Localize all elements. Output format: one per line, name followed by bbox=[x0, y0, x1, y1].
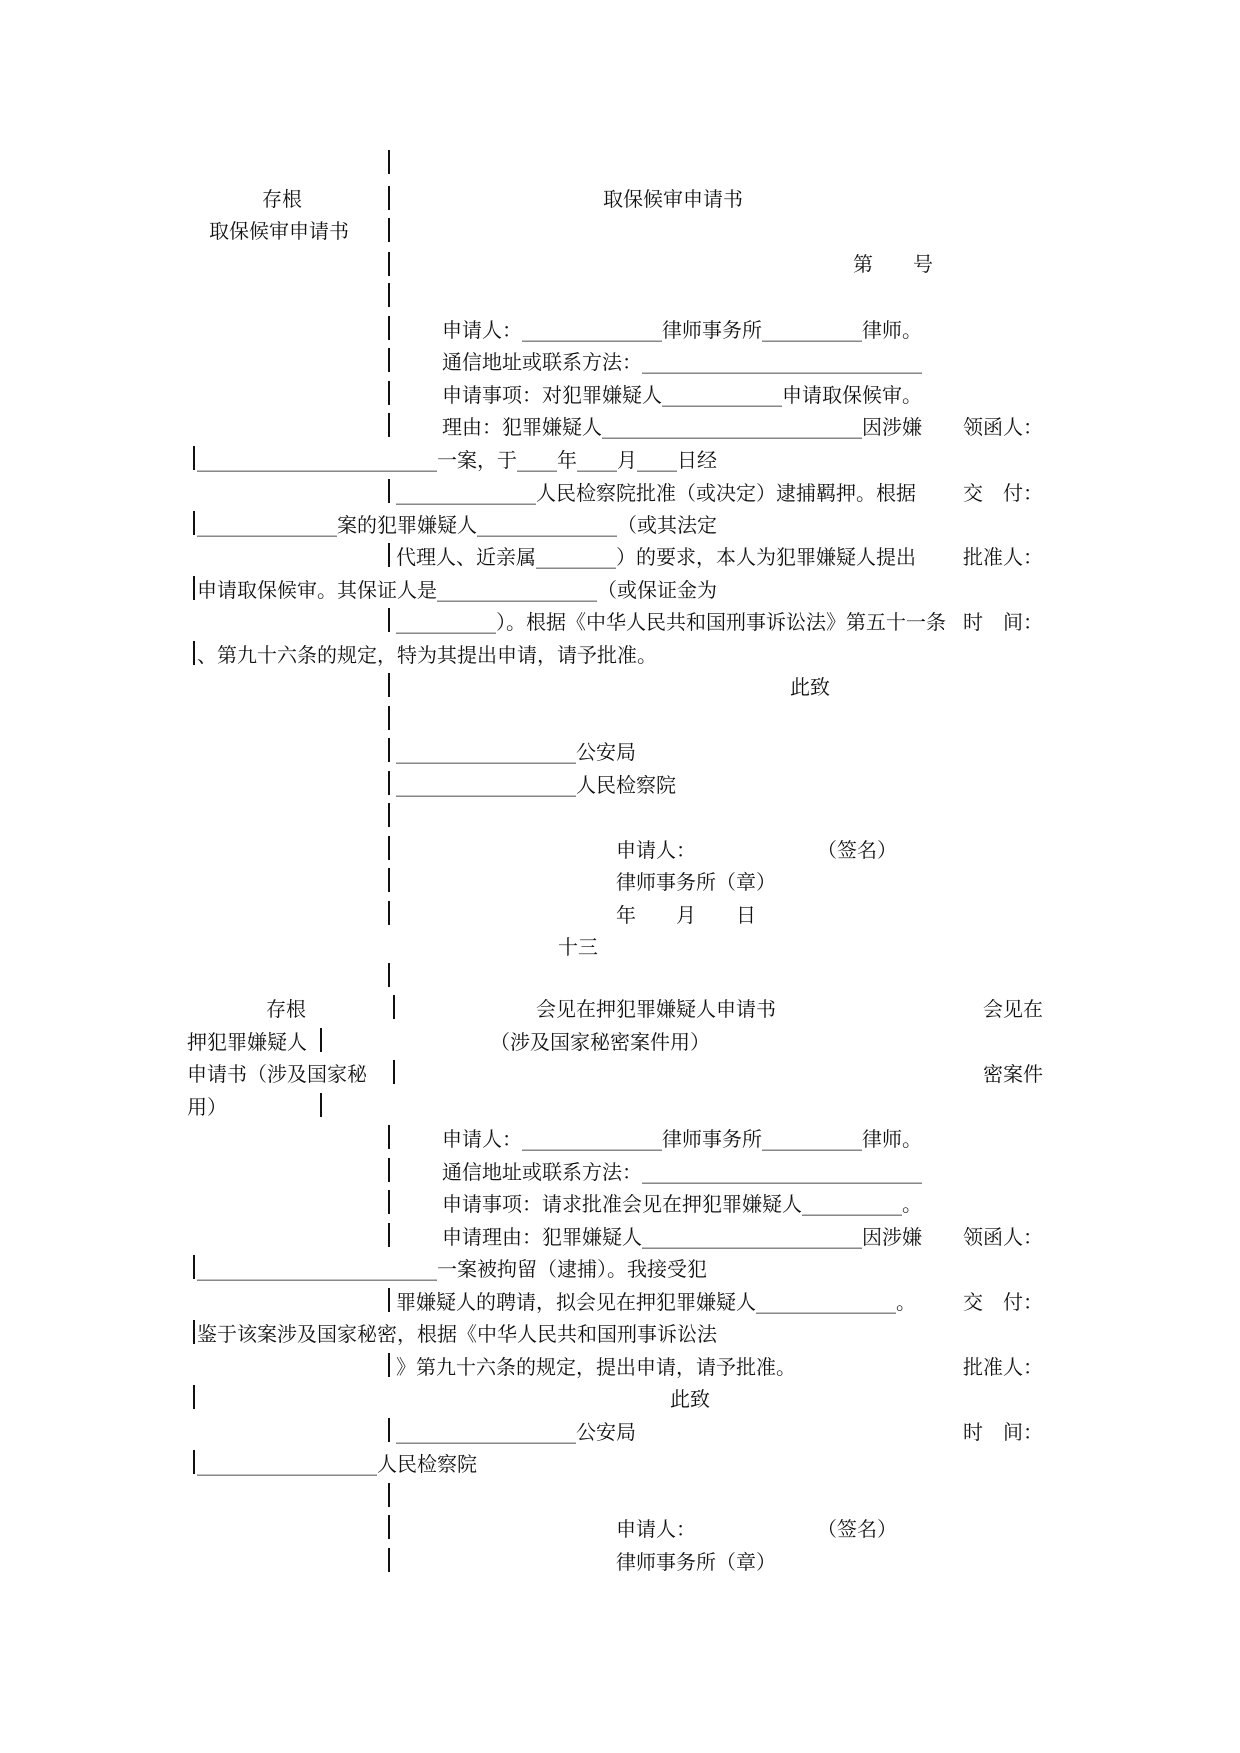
firm-seal-label: 律师事务所（章） bbox=[616, 1550, 776, 1574]
signature-note: （签名） bbox=[817, 838, 897, 862]
cut-line-segment bbox=[388, 150, 390, 174]
body-line: __________）。根据《中华人民共和国刑事诉讼法》第五十一条 bbox=[396, 610, 946, 634]
cut-line-segment bbox=[388, 1190, 390, 1214]
cut-line-segment bbox=[388, 608, 390, 632]
cut-line-segment bbox=[388, 252, 390, 276]
document-title: 取保候审申请书 bbox=[603, 187, 743, 211]
cut-line-segment bbox=[388, 1483, 390, 1507]
cut-line-segment bbox=[388, 771, 390, 795]
body-line: 、第九十六条的规定，特为其提出申请，请予批准。 bbox=[197, 643, 657, 667]
reason-line: 理由：犯罪嫌疑人__________________________因涉嫌 bbox=[442, 415, 922, 439]
body-line: ______________人民检察院批准（或决定）逮捕羁押。根据 bbox=[396, 481, 916, 505]
applicant-line: 申请人：______________律师事务所__________律师。 bbox=[442, 1127, 922, 1151]
contact-line: 通信地址或联系方法：____________________________ bbox=[442, 1160, 922, 1184]
cut-line-segment bbox=[193, 1320, 195, 1344]
document-subtitle: （涉及国家秘密案件用） bbox=[490, 1030, 710, 1054]
cut-line-segment bbox=[388, 543, 390, 567]
right-header-2: 密案件 bbox=[983, 1062, 1043, 1086]
addressee-procuratorate: __________________人民检察院 bbox=[197, 1452, 477, 1476]
page-number: 十三 bbox=[558, 935, 598, 959]
body-line: ________________________一案被拘留（逮捕）。我接受犯 bbox=[197, 1257, 707, 1281]
cut-line-segment bbox=[388, 316, 390, 340]
cut-line-segment bbox=[193, 1255, 195, 1279]
cut-line-segment bbox=[388, 706, 390, 730]
right-header-1: 会见在 bbox=[983, 997, 1043, 1021]
cut-line-segment bbox=[388, 803, 390, 827]
receipt-time-label: 时 间： bbox=[963, 610, 1043, 634]
receipt-recipient-label: 领函人： bbox=[963, 415, 1043, 439]
cut-line-segment bbox=[388, 673, 390, 697]
receipt-approver-label: 批准人： bbox=[963, 545, 1043, 569]
cut-line-segment bbox=[388, 1515, 390, 1539]
cut-line-segment bbox=[193, 1450, 195, 1474]
salutation: 此致 bbox=[670, 1387, 710, 1411]
cut-line-segment bbox=[388, 868, 390, 892]
stub-doc-name-1: 押犯罪嫌疑人 bbox=[187, 1030, 307, 1054]
signature-note: （签名） bbox=[817, 1517, 897, 1541]
cut-line-segment bbox=[193, 576, 195, 600]
document-number: 第 号 bbox=[853, 252, 933, 276]
cut-line-segment bbox=[320, 1028, 322, 1052]
cut-line-segment bbox=[388, 413, 390, 437]
receipt-delivery-label: 交 付： bbox=[963, 481, 1043, 505]
receipt-recipient-label: 领函人： bbox=[963, 1225, 1043, 1249]
cut-line-segment bbox=[193, 511, 195, 535]
addressee-police: __________________公安局 bbox=[396, 1420, 636, 1444]
body-line: 罪嫌疑人的聘请，拟会见在押犯罪嫌疑人______________。 bbox=[396, 1290, 916, 1314]
applicant-signature-label: 申请人： bbox=[616, 1517, 696, 1541]
cut-line-segment bbox=[320, 1093, 322, 1117]
cut-line-segment bbox=[388, 1548, 390, 1572]
body-line: 》第九十六条的规定，提出申请，请予批准。 bbox=[396, 1355, 796, 1379]
contact-line: 通信地址或联系方法：____________________________ bbox=[442, 350, 922, 374]
receipt-approver-label: 批准人： bbox=[963, 1355, 1043, 1379]
body-line: ________________________一案，于____年____月____日经 bbox=[197, 448, 717, 472]
request-line: 申请事项：对犯罪嫌疑人____________申请取保候审。 bbox=[442, 383, 922, 407]
cut-line-segment bbox=[388, 348, 390, 372]
cut-line-segment bbox=[393, 995, 395, 1019]
cut-line-segment bbox=[393, 1060, 395, 1084]
addressee-procuratorate: __________________人民检察院 bbox=[396, 773, 676, 797]
cut-line-segment bbox=[388, 1223, 390, 1247]
cut-line-segment bbox=[388, 283, 390, 307]
cut-line-segment bbox=[388, 836, 390, 860]
document-title: 会见在押犯罪嫌疑人申请书 bbox=[536, 997, 776, 1021]
stub-doc-name: 取保候审申请书 bbox=[209, 219, 349, 243]
applicant-line: 申请人：______________律师事务所__________律师。 bbox=[442, 318, 922, 342]
cut-line-segment bbox=[388, 1158, 390, 1182]
cut-line-segment bbox=[388, 963, 390, 987]
stub-doc-name-3: 用） bbox=[187, 1095, 227, 1119]
cut-line-segment bbox=[388, 1288, 390, 1312]
cut-line-segment bbox=[388, 1353, 390, 1377]
body-line: 申请取保候审。其保证人是________________（或保证金为 bbox=[197, 578, 717, 602]
cut-line-segment bbox=[388, 381, 390, 405]
salutation: 此致 bbox=[790, 675, 830, 699]
reason-line: 申请理由：犯罪嫌疑人______________________因涉嫌 bbox=[442, 1225, 922, 1249]
body-line: 代理人、近亲属________）的要求，本人为犯罪嫌疑人提出 bbox=[396, 545, 916, 569]
body-line: 鉴于该案涉及国家秘密，根据《中华人民共和国刑事诉讼法 bbox=[197, 1322, 717, 1346]
cut-line-segment bbox=[388, 738, 390, 762]
cut-line-segment bbox=[388, 1125, 390, 1149]
firm-seal-label: 律师事务所（章） bbox=[616, 870, 776, 894]
body-line: ______________案的犯罪嫌疑人______________（或其法定 bbox=[197, 513, 717, 537]
cut-line-segment bbox=[388, 479, 390, 503]
cut-line-segment bbox=[193, 446, 195, 470]
cut-line-segment bbox=[388, 218, 390, 242]
cut-line-segment bbox=[388, 1418, 390, 1442]
stub-title: 存根 bbox=[266, 997, 306, 1021]
cut-line-segment bbox=[193, 641, 195, 665]
stub-title: 存根 bbox=[262, 187, 302, 211]
cut-line-segment bbox=[193, 1385, 195, 1409]
addressee-police: __________________公安局 bbox=[396, 740, 636, 764]
date-line: 年 月 日 bbox=[616, 903, 756, 927]
cut-line-segment bbox=[388, 901, 390, 925]
stub-doc-name-2: 申请书（涉及国家秘 bbox=[187, 1062, 367, 1086]
receipt-time-label: 时 间： bbox=[963, 1420, 1043, 1444]
applicant-signature-label: 申请人： bbox=[616, 838, 696, 862]
request-line: 申请事项：请求批准会见在押犯罪嫌疑人__________。 bbox=[442, 1192, 922, 1216]
receipt-delivery-label: 交 付： bbox=[963, 1290, 1043, 1314]
cut-line-segment bbox=[388, 186, 390, 210]
